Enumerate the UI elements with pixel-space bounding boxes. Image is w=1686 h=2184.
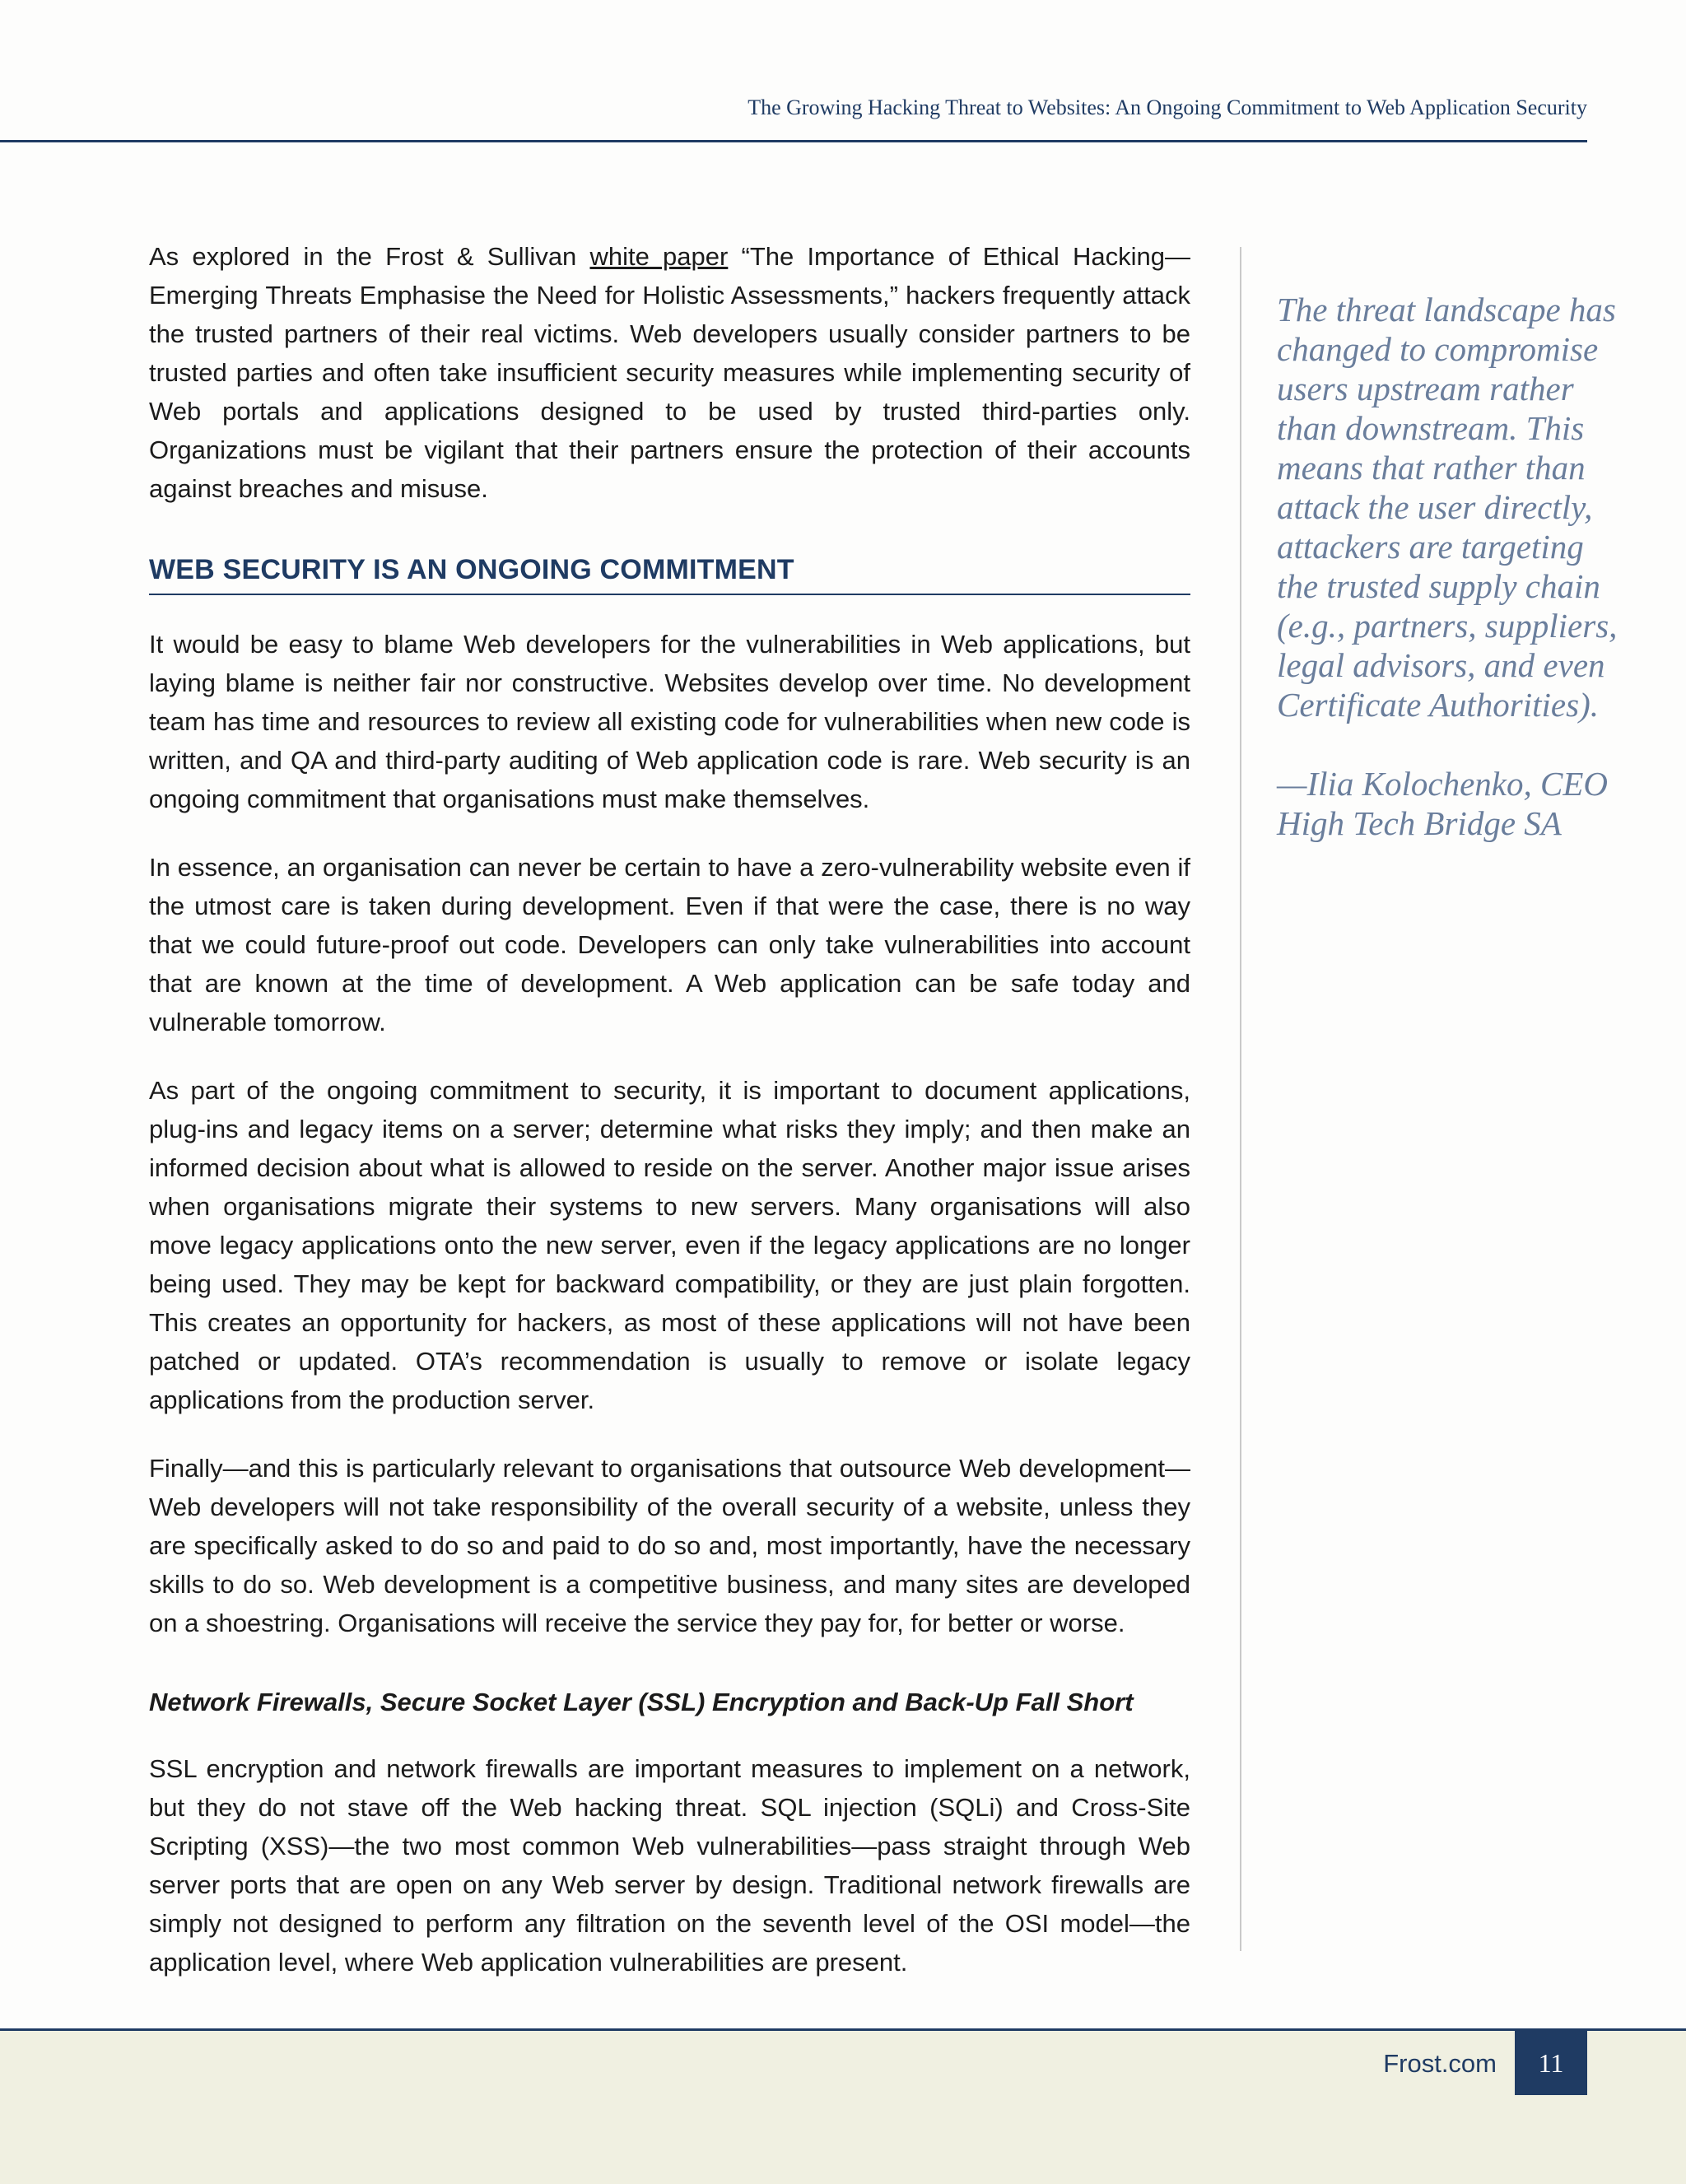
page-footer	[0, 2028, 1686, 2184]
intro-paragraph	[149, 237, 1190, 508]
body-paragraph: SSL encryption and network firewalls are important measures to implement on a network, but they do not stave off the Web hacking threat. SQL injection (SQLi) and Cross-Site Scripting (XSS)—the two most common Web vulnerabilities—pass straight through Web server ports that are open on any Web server by design. Traditional network firewalls are simply not designed to perform any filtration on the seventh level of the OSI model—the application level, where Web application vulnerabilities are present.	[149, 1754, 1190, 1977]
body-paragraph: Finally—and this is particularly relevant to organisations that outsource Web development—Web developers will not take responsibility of the overall security of a website, unless they are specifically asked to do so and paid to do so and, most importantly, have the necessary skills to do so. Web development is a competitive business, and many sites are developed on a shoestring. Organisations will receive the service they pay for, for better or worse.	[149, 1454, 1190, 1637]
main-column	[149, 237, 1190, 2011]
page-number-badge: 11	[1515, 2031, 1587, 2095]
section-heading: WEB SECURITY IS AN ONGOING COMMITMENT	[149, 552, 1190, 595]
pull-quote-attribution	[1277, 764, 1623, 843]
body-paragraph: In essence, an organisation can never be certain to have a zero-vulnerability website even if the utmost care is taken during development. Even if that were the case, there is no way that we could future-proof out code. Developers can only take vulnerabilities into account that are known at the time of development. A Web application can be safe today and vulnerable tomorrow.	[149, 853, 1190, 1036]
footer-site-link[interactable]: Frost.com	[1383, 2049, 1497, 2078]
body-paragraph: It would be easy to blame Web developers for the vulnerabilities in Web applications, but laying blame is neither fair nor constructive. Websites develop over time. No development team has time and resources to review all existing code for vulnerabilities when new code is written, and QA and third-party auditing of Web application code is rare. Web security is an ongoing commitment that organisations must make themselves.	[149, 630, 1190, 813]
white-paper-link[interactable]: white paper	[589, 242, 729, 271]
intro-text-after-link: “The Importance of Ethical Hacking—Emerging Threats Emphasise the Need for Holistic Assessments,” hackers frequently attack the trusted partners of their real victims. Web developers usually consider partners to be trusted parties and often take insufficient security measures while implementing security of Web portals and applications designed to be used by trusted third-parties only. Organizations must be vigilant that their partners ensure the protection of their accounts against breaches and misuse.	[149, 242, 1190, 503]
pull-quote	[1277, 290, 1623, 882]
running-header	[0, 0, 1587, 142]
sidebar-divider	[1240, 247, 1241, 1951]
intro-text-before-link: As explored in the Frost & Sullivan	[149, 242, 590, 271]
attribution-name: —Ilia Kolochenko, CEO	[1277, 765, 1608, 803]
subsection-heading: Network Firewalls, Secure Socket Layer (SSL) Encryption and Back-Up Fall Short	[149, 1688, 1134, 1716]
body-paragraph: As part of the ongoing commitment to security, it is important to document applications, plug-ins and legacy items on a server; determine what risks they imply; and then make an informed decision about what is allowed to reside on the server. Another major issue arises when organisations migrate their systems to new servers. Many organisations will also move legacy applications onto the new server, even if the legacy applications are no longer being used. They may be kept for backward compatibility, or they are just plain forgotten. This creates an opportunity for hackers, as most of these applications will not have been patched or updated. OTA’s recommendation is usually to remove or isolate legacy applications from the production server.	[149, 1076, 1190, 1414]
attribution-org: High Tech Bridge SA	[1277, 804, 1562, 842]
running-title: The Growing Hacking Threat to Websites: An Ongoing Commitment to Web Application Security	[748, 95, 1587, 119]
pull-quote-text: The threat landscape has changed to compromise users upstream rather than downstream. This means that rather than attack the user directly, attackers are targeting the trusted supply chain (e.g., partners, suppliers, legal advisors, and even Certificate Authorities).	[1277, 291, 1618, 724]
